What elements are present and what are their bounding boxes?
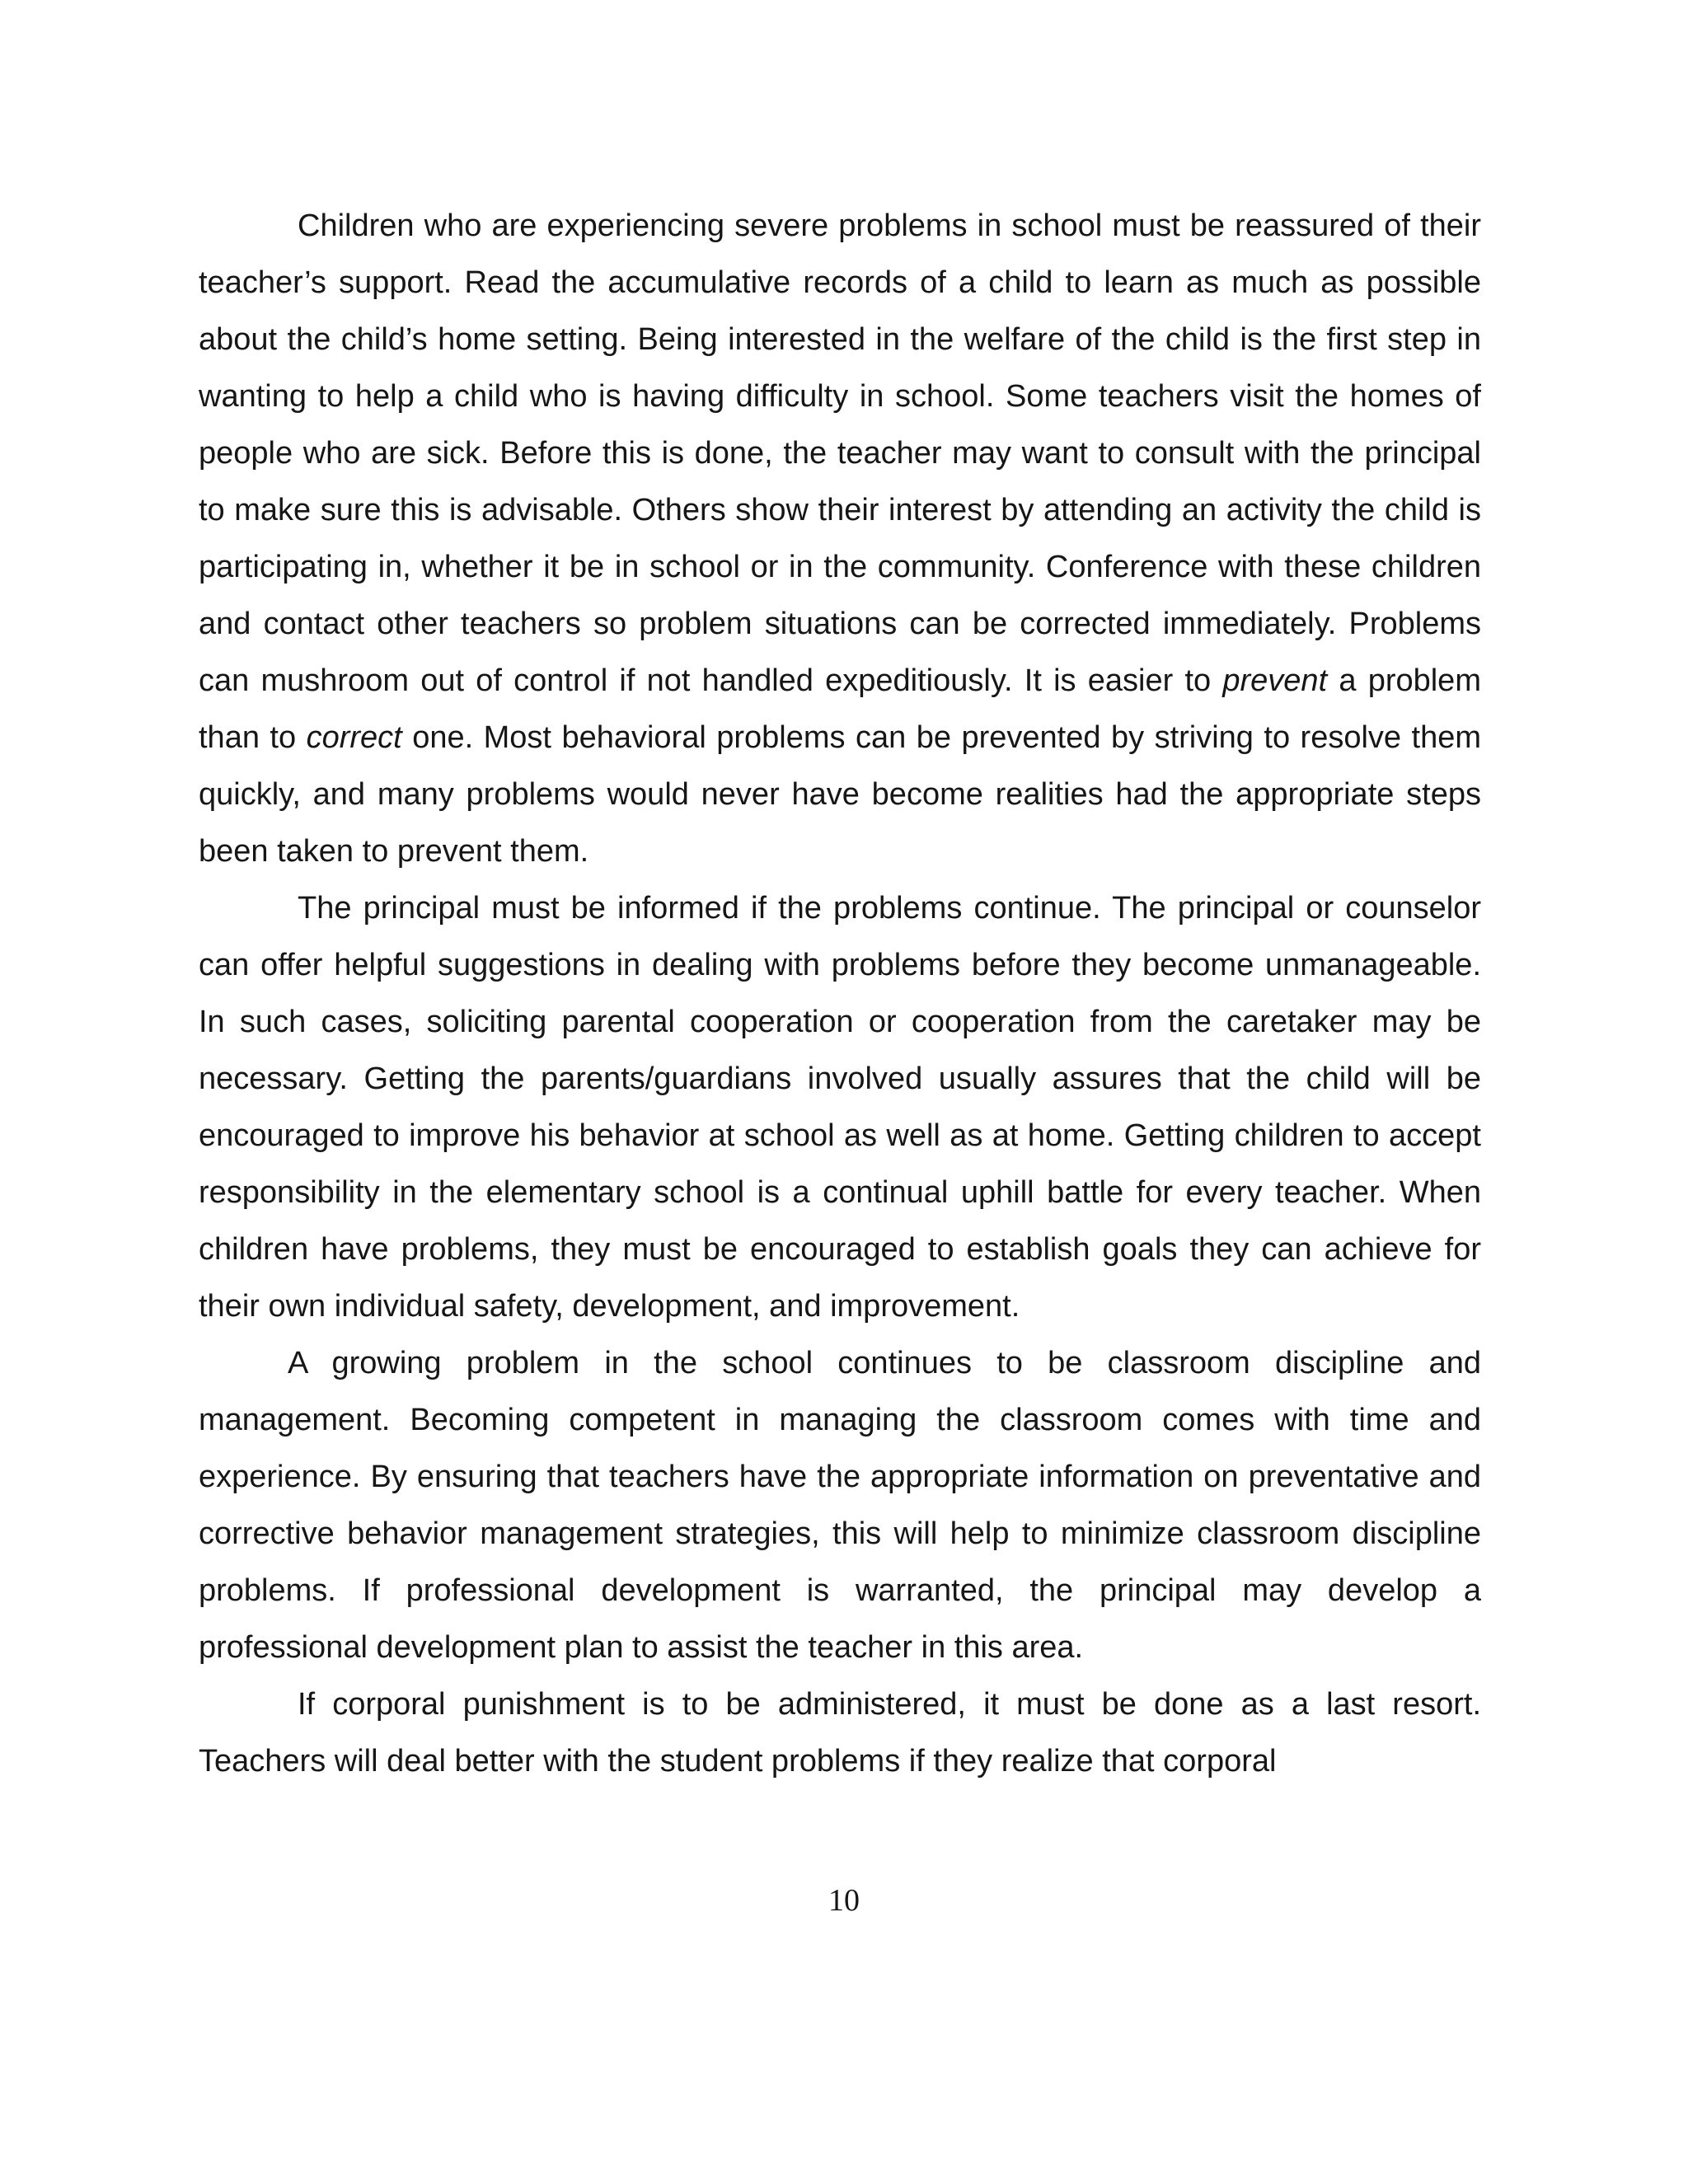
body-text: [199, 198, 1481, 1790]
paragraph-1-text-b: a problem than to: [199, 663, 1481, 755]
paragraph-1-text-c: one. Most behavioral problems can be prevented by striving to resolve them quickly, and many problems would never have become realities had the appropriate steps been taken to prevent them.: [199, 720, 1482, 869]
page-number: 10: [828, 1883, 860, 1918]
paragraph-1: [199, 198, 1481, 880]
paragraph-3: A growing problem in the school continues to be classroom discipline and management. Becoming competent in managing the classroom comes with time and experience. By ensuring that teachers have the appropriate information on preventative and corrective behavior management strategies, this will help to minimize classroom discipline problems. If professional development is warranted, the principal may develop a professional development plan to assist the teacher in this area.: [199, 1346, 1481, 1665]
paragraph-2: The principal must be informed if the problems continue. The principal or counselor can offer helpful suggestions in dealing with problems before they become unmanageable. In such cases, soliciting parental cooperation or cooperation from the caretaker may be necessary. Getting the parents/guardians involved usually assures that the child will be encouraged to improve his behavior at school as well as at home. Getting children to accept responsibility in the elementary school is a continual uphill battle for every teacher. When children have problems, they must be encouraged to establish goals they can achieve for their own individual safety, development, and improvement.: [199, 891, 1481, 1324]
paragraph-1-text-a: Children who are experiencing severe problems in school must be reassured of their teacher’s support. Read the accumulative records of a child to learn as much as possible about the child’s home setting. Being interested in the welfare of the child is the first step in wanting to help a child who is having difficulty in school. Some teachers visit the homes of people who are sick. Before this is done, the teacher may want to consult with the principal to make sure this is advisable. Others show their interest by attending an activity the child is participating in, whether it be in school or in the community. Conference with these children and contact other teachers so problem situations can be corrected immediately. Problems can mushroom out of control if not handled expeditiously. It is easier to: [199, 209, 1481, 698]
paragraph-4: If corporal punishment is to be administered, it must be done as a last resort. Teachers will deal better with the student problems if they realize that corporal: [199, 1687, 1481, 1779]
emphasis-correct: correct: [306, 720, 402, 755]
emphasis-prevent: prevent: [1222, 663, 1328, 698]
